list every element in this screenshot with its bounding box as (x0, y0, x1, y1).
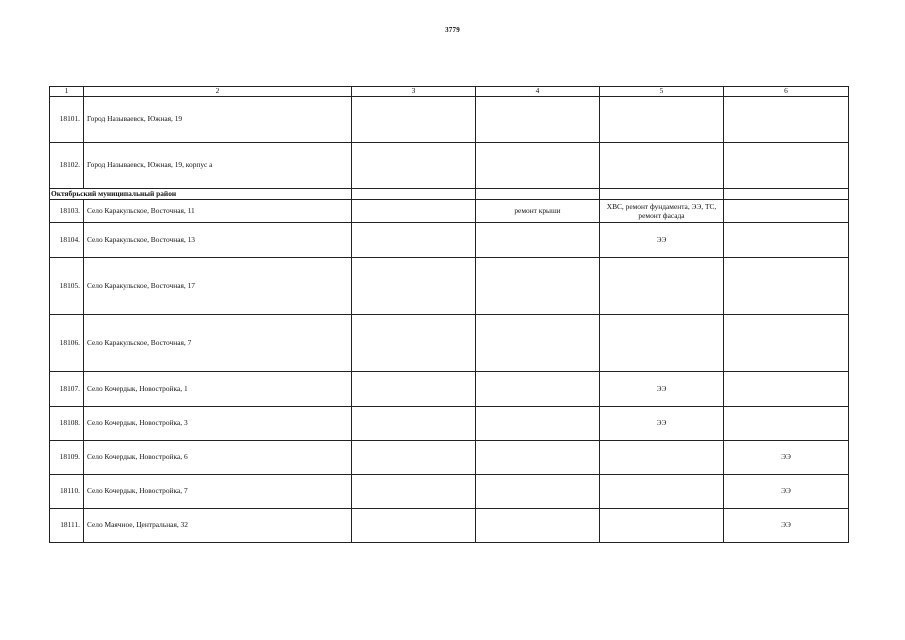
works-col-6 (724, 97, 849, 143)
works-col-3 (352, 223, 476, 258)
table-row (50, 509, 849, 543)
works-table (49, 86, 849, 543)
table-row (50, 475, 849, 509)
table-row (50, 315, 849, 372)
works-col-6 (724, 407, 849, 441)
works-col-4: ремонт крыши (476, 200, 600, 223)
works-col-6 (724, 143, 849, 189)
address-cell: Город Называевск, Южная, 19 (84, 97, 352, 143)
works-col-6: ЭЭ (724, 509, 849, 543)
table-row (50, 97, 849, 143)
row-number: 18108. (50, 407, 84, 441)
works-col-5 (600, 97, 724, 143)
works-col-6: ЭЭ (724, 475, 849, 509)
works-col-3 (352, 509, 476, 543)
table-row (50, 143, 849, 189)
column-header: 3 (352, 87, 476, 97)
works-col-4 (476, 315, 600, 372)
row-number: 18106. (50, 315, 84, 372)
address-cell: Село Кочердык, Новостройка, 1 (84, 372, 352, 407)
works-col-5: ЭЭ (600, 407, 724, 441)
page-number: 3779 (445, 26, 460, 34)
works-col-4 (476, 475, 600, 509)
address-cell: Село Каракульское, Восточная, 13 (84, 223, 352, 258)
address-cell: Село Кочердык, Новостройка, 6 (84, 441, 352, 475)
row-number: 18110. (50, 475, 84, 509)
column-header: 5 (600, 87, 724, 97)
row-number: 18105. (50, 258, 84, 315)
works-col-5 (600, 258, 724, 315)
works-col-4 (476, 97, 600, 143)
table-row (50, 258, 849, 315)
address-cell: Село Кочердык, Новостройка, 7 (84, 475, 352, 509)
address-cell: Село Каракульское, Восточная, 7 (84, 315, 352, 372)
empty-cell (352, 189, 476, 200)
row-number: 18103. (50, 200, 84, 223)
row-number: 18111. (50, 509, 84, 543)
address-cell: Город Называевск, Южная, 19, корпус а (84, 143, 352, 189)
address-cell: Село Кочердык, Новостройка, 3 (84, 407, 352, 441)
works-col-5 (600, 475, 724, 509)
works-col-5 (600, 441, 724, 475)
works-col-6: ЭЭ (724, 441, 849, 475)
table-header-row (50, 87, 849, 97)
address-cell: Село Каракульское, Восточная, 17 (84, 258, 352, 315)
works-col-5 (600, 509, 724, 543)
table-row (50, 223, 849, 258)
works-col-6 (724, 258, 849, 315)
works-col-4 (476, 509, 600, 543)
works-col-5: ЭЭ (600, 223, 724, 258)
works-col-4 (476, 441, 600, 475)
empty-cell (600, 189, 724, 200)
works-col-4 (476, 258, 600, 315)
address-cell: Село Каракульское, Восточная, 11 (84, 200, 352, 223)
works-col-4 (476, 407, 600, 441)
address-cell: Село Маячное, Центральная, 32 (84, 509, 352, 543)
works-col-3 (352, 315, 476, 372)
works-col-5 (600, 143, 724, 189)
works-col-6 (724, 372, 849, 407)
column-header: 4 (476, 87, 600, 97)
works-col-5 (600, 315, 724, 372)
section-title: Октябрьский муниципальный район (50, 189, 352, 200)
column-header: 6 (724, 87, 849, 97)
empty-cell (724, 189, 849, 200)
table-row (50, 372, 849, 407)
works-col-3 (352, 441, 476, 475)
row-number: 18104. (50, 223, 84, 258)
column-header: 2 (84, 87, 352, 97)
works-col-3 (352, 143, 476, 189)
table-row (50, 441, 849, 475)
works-col-3 (352, 97, 476, 143)
works-col-5: ЭЭ (600, 372, 724, 407)
works-col-5: ХВС, ремонт фундамента, ЭЭ, ТС, ремонт фасада (600, 200, 724, 223)
works-col-3 (352, 258, 476, 315)
empty-cell (476, 189, 600, 200)
works-col-3 (352, 475, 476, 509)
works-col-3 (352, 200, 476, 223)
table-row (50, 407, 849, 441)
works-col-6 (724, 223, 849, 258)
works-col-6 (724, 200, 849, 223)
works-col-3 (352, 372, 476, 407)
works-col-4 (476, 372, 600, 407)
row-number: 18101. (50, 97, 84, 143)
works-col-4 (476, 223, 600, 258)
row-number: 18109. (50, 441, 84, 475)
section-row (50, 189, 849, 200)
works-col-6 (724, 315, 849, 372)
row-number: 18107. (50, 372, 84, 407)
row-number: 18102. (50, 143, 84, 189)
works-col-3 (352, 407, 476, 441)
column-header: 1 (50, 87, 84, 97)
table-row (50, 200, 849, 223)
works-col-4 (476, 143, 600, 189)
